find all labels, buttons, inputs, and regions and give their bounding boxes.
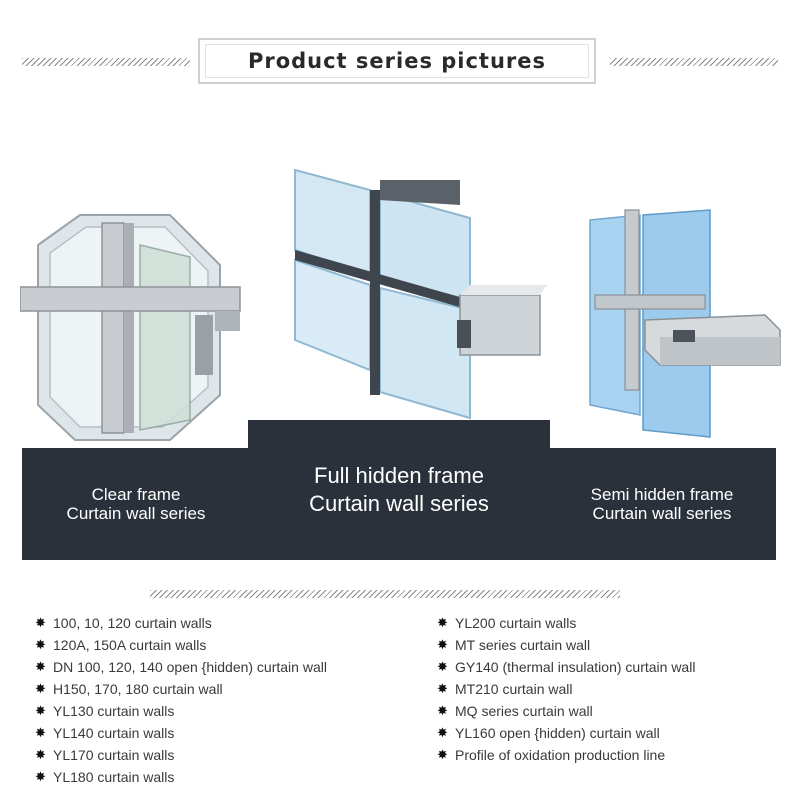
full-hidden-frame-image (285, 160, 555, 425)
star-bullet-icon: ✸ (35, 637, 46, 653)
star-bullet-icon: ✸ (437, 615, 448, 631)
header-hatch-right (610, 58, 778, 66)
list-item: ✸ GY140 (thermal insulation) curtain wall (437, 659, 696, 675)
star-bullet-icon: ✸ (35, 725, 46, 741)
star-bullet-icon: ✸ (35, 659, 46, 675)
star-bullet-icon: ✸ (437, 681, 448, 697)
star-bullet-icon: ✸ (35, 747, 46, 763)
list-item: ✸ DN 100, 120, 140 open {hidden) curtain wall (35, 659, 327, 675)
title-frame (198, 38, 596, 84)
star-bullet-icon: ✸ (437, 747, 448, 763)
list-item: ✸ YL160 open {hidden) curtain wall (437, 725, 660, 741)
star-bullet-icon: ✸ (35, 703, 46, 719)
clear-frame-image (20, 205, 250, 445)
semi-hidden-frame-image (585, 205, 785, 445)
list-item: ✸ YL200 curtain walls (437, 615, 577, 631)
list-item: ✸ YL180 curtain walls (35, 769, 175, 785)
semi-hidden-frame-title: Semi hidden frame (590, 485, 734, 504)
list-item: ✸ MT series curtain wall (437, 637, 591, 653)
star-bullet-icon: ✸ (437, 703, 448, 719)
star-bullet-icon: ✸ (35, 769, 46, 785)
semi-hidden-frame-band (548, 448, 776, 560)
star-bullet-icon: ✸ (437, 637, 448, 653)
page-title: Product series pictures (247, 49, 547, 73)
header-hatch-left (22, 58, 190, 66)
list-item: ✸ H150, 170, 180 curtain wall (35, 681, 223, 697)
star-bullet-icon: ✸ (35, 615, 46, 631)
semi-hidden-frame-subtitle: Curtain wall series (592, 504, 732, 523)
clear-frame-title: Clear frame (91, 485, 181, 504)
full-hidden-frame-title: Full hidden frame (314, 463, 484, 488)
list-item: ✸ MT210 curtain wall (437, 681, 573, 697)
full-hidden-frame-band (248, 420, 550, 560)
series-list-right (437, 612, 695, 766)
list-item: ✸ YL130 curtain walls (35, 703, 175, 719)
series-list-left (35, 612, 327, 788)
clear-frame-subtitle: Curtain wall series (66, 504, 206, 523)
clear-frame-band (22, 448, 250, 560)
list-item: ✸ Profile of oxidation production line (437, 747, 666, 763)
section-divider (150, 590, 620, 598)
full-hidden-frame-subtitle: Curtain wall series (309, 491, 489, 516)
star-bullet-icon: ✸ (437, 659, 448, 675)
star-bullet-icon: ✸ (437, 725, 448, 741)
list-item: ✸ 120A, 150A curtain walls (35, 637, 207, 653)
star-bullet-icon: ✸ (35, 681, 46, 697)
list-item: ✸ 100, 10, 120 curtain walls (35, 615, 212, 631)
list-item: ✸ YL170 curtain walls (35, 747, 175, 763)
list-item: ✸ MQ series curtain wall (437, 703, 593, 719)
list-item: ✸ YL140 curtain walls (35, 725, 175, 741)
